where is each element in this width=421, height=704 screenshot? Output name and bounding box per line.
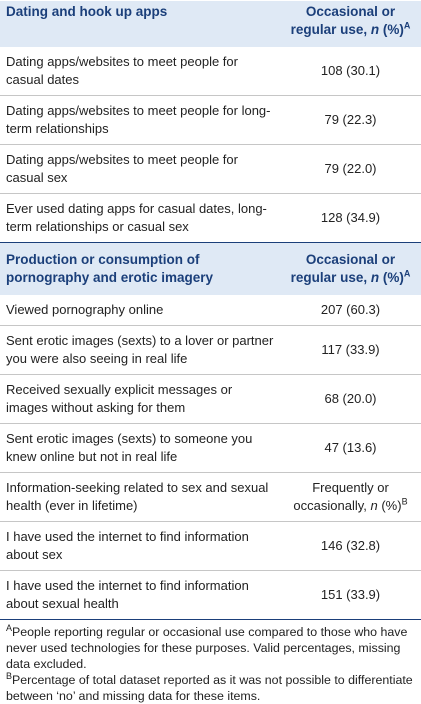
table-row: [0, 47, 421, 96]
column-label-pct: (%): [379, 270, 404, 285]
table-row: [0, 424, 421, 473]
info-value-line2: occasionally,: [293, 498, 371, 513]
footnote-ref-b: B: [401, 496, 408, 507]
column-label-pornography: [280, 243, 421, 296]
row-label: Sent erotic images (sexts) to a lover or partner you were also seeing in real life: [0, 326, 280, 375]
column-label-line2: regular use,: [290, 270, 371, 285]
column-label-pct: (%): [379, 22, 404, 37]
column-label-line1: Occasional or: [305, 4, 396, 19]
table-row: [0, 571, 421, 620]
column-label-line1: Occasional or: [305, 252, 396, 267]
row-value: 68 (20.0): [280, 375, 421, 424]
row-value: 47 (13.6): [280, 424, 421, 473]
footnote-a-text: People reporting regular or occasional use compared to those who have never used technologies for these purposes. Valid percentages, missing data excluded.: [6, 625, 408, 671]
row-value: 79 (22.3): [280, 96, 421, 145]
column-label-n: n: [370, 270, 380, 285]
row-label: Information-seeking related to sex and sexual health (ever in lifetime): [0, 473, 280, 522]
row-label: I have used the internet to find information about sexual health: [6, 578, 249, 611]
table-row: [0, 194, 421, 243]
row-value: 108 (30.1): [280, 47, 421, 96]
footnote-b: [6, 672, 415, 704]
column-label-dating: [280, 1, 421, 47]
footnote-b-marker: B: [6, 670, 13, 681]
info-value-line1: Frequently or: [312, 480, 389, 495]
row-label: Ever used dating apps for casual dates, long-term relationships or casual sex: [6, 201, 267, 234]
row-value: 151 (33.9): [320, 587, 381, 602]
table-row: [0, 96, 421, 145]
footnote-a-marker: A: [6, 622, 13, 633]
results-table: [0, 1, 421, 619]
row-value: 146 (32.8): [280, 522, 421, 571]
footnote-ref-a: A: [403, 20, 411, 31]
table-row: [0, 522, 421, 571]
table-row: [0, 326, 421, 375]
footnote-ref-a: A: [403, 268, 411, 279]
row-label: I have used the internet to find information about sex: [0, 522, 280, 571]
section-title-pornography: Production or consumption of pornography and erotic imagery: [0, 243, 280, 296]
row-value: 128 (34.9): [320, 210, 381, 225]
info-value-pct: (%): [377, 498, 402, 513]
row-value: 207 (60.3): [280, 295, 421, 326]
column-label-n: n: [370, 22, 380, 37]
row-label: Dating apps/websites to meet people for casual sex: [0, 145, 280, 194]
section-header-dating: [0, 1, 421, 47]
row-value: 79 (22.0): [280, 145, 421, 194]
column-label-line2: regular use,: [290, 22, 371, 37]
row-value: 117 (33.9): [280, 326, 421, 375]
table-row-info-heading: [0, 473, 421, 522]
section-header-pornography: [0, 243, 421, 296]
footnote-b-text: Percentage of total dataset reported as it was not possible to differentiate between ‘no’ and missing data for these items.: [6, 673, 413, 703]
row-label: Received sexually explicit messages or images without asking for them: [0, 375, 280, 424]
row-value-heading: [280, 473, 421, 522]
section-title-dating: Dating and hook up apps: [0, 1, 280, 47]
table-row: [0, 375, 421, 424]
table-row: [0, 295, 421, 326]
table-row: [0, 145, 421, 194]
table-footnotes: [0, 619, 421, 704]
info-value-n: n: [370, 498, 378, 513]
footnote-a: [6, 624, 415, 672]
row-label: Dating apps/websites to meet people for long-term relationships: [0, 96, 280, 145]
row-label: Viewed pornography online: [0, 295, 280, 326]
row-label: Dating apps/websites to meet people for casual dates: [0, 47, 280, 96]
row-label: Sent erotic images (sexts) to someone you knew online but not in real life: [0, 424, 280, 473]
